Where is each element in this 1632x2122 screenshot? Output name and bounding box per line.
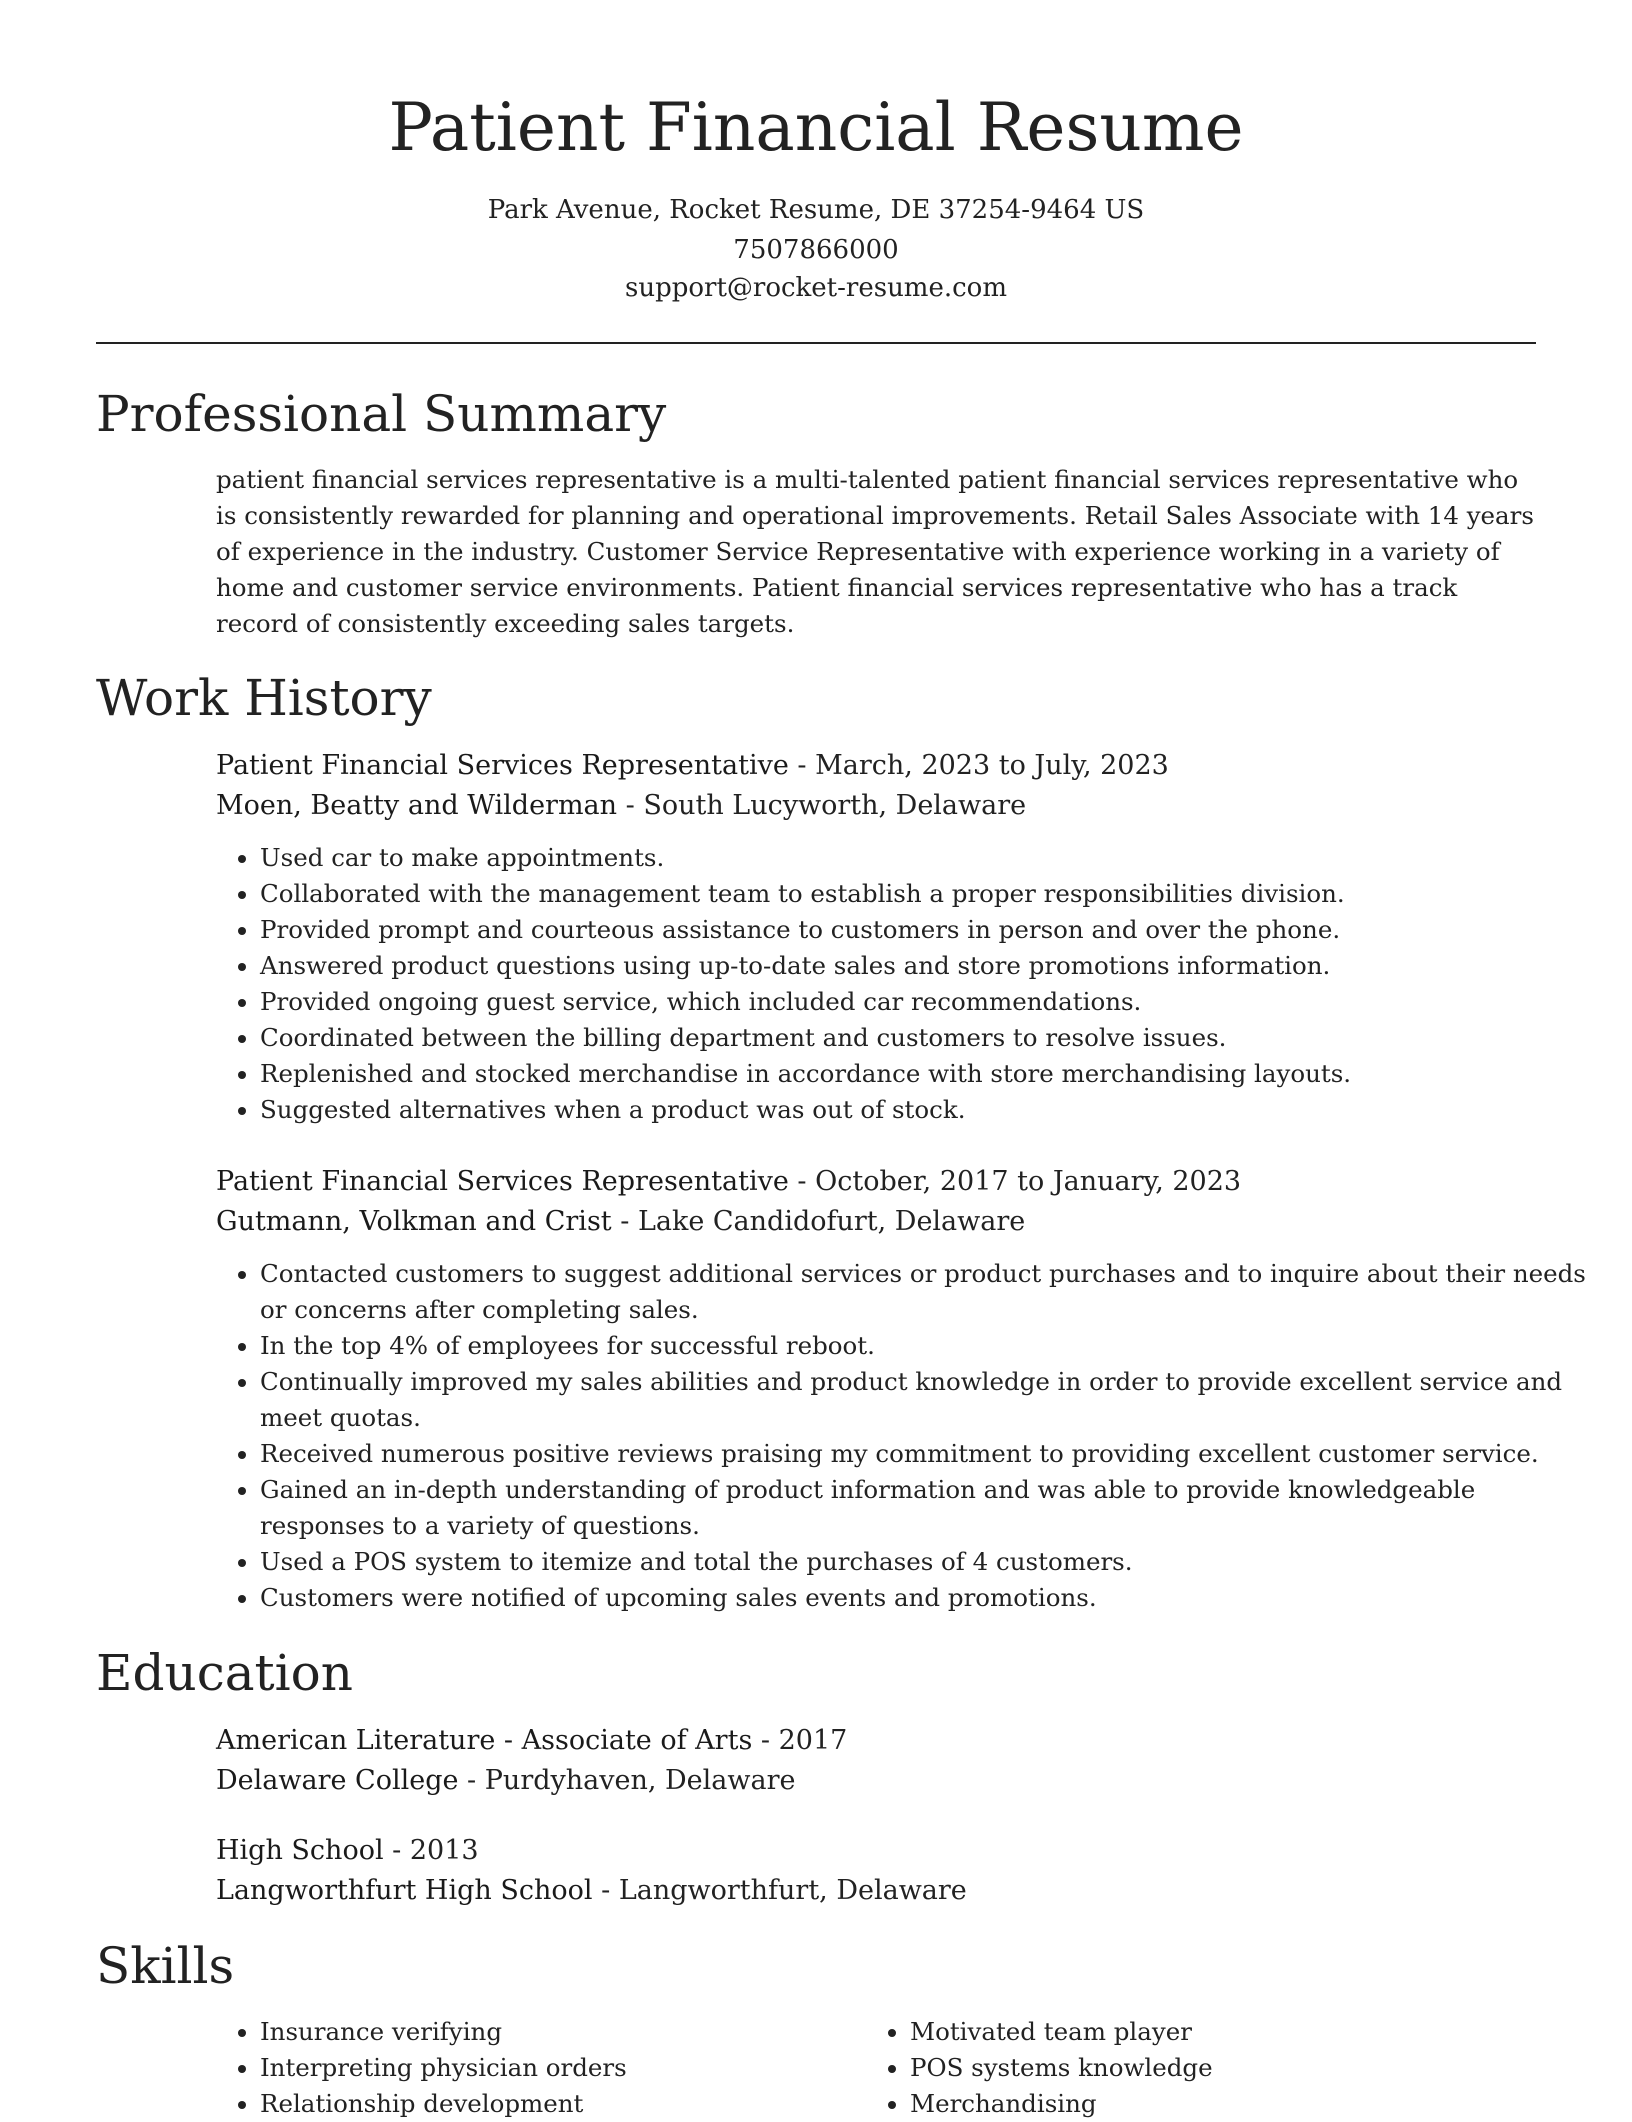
job-company-line (216, 786, 1026, 826)
list-item: • Gained an in-depth understanding of product information and was able to provide knowledgeable responses to a variety of questions. (260, 1472, 1590, 1544)
list-item: • Used a POS system to itemize and total the purchases of 4 customers. (260, 1544, 1590, 1580)
job-dates: - March, 2023 to July, 2023 (788, 750, 1169, 781)
list-item: • Provided prompt and courteous assistance to customers in person and over the phone. (260, 912, 1590, 948)
list-item: • Replenished and stocked merchandise in accordance with store merchandising layouts. (260, 1056, 1590, 1092)
list-item: • Suggested alternatives when a product was out of stock. (260, 1092, 1590, 1128)
work-history-heading: Work History (96, 669, 432, 727)
skills-list-left (216, 2014, 860, 2122)
school-line (216, 1761, 795, 1801)
job-title: Patient Financial Services Representative (216, 1166, 789, 1197)
job-dates: - October, 2017 to January, 2023 (788, 1166, 1242, 1197)
list-item: • Contacted customers to suggest additional services or product purchases and to inquire about their needs or concerns after completing sales. (260, 1256, 1590, 1328)
degree-line (216, 1721, 847, 1761)
degree-year: - 2013 (383, 1835, 479, 1866)
school: Langworthfurt High School (216, 1875, 593, 1906)
resume-name: Patient Financial Resume (388, 89, 1244, 166)
job-company: Moen, Beatty and Wilderman (216, 790, 618, 821)
list-item: • Continually improved my sales abilities and product knowledge in order to provide excellent service and meet quotas. (260, 1364, 1590, 1436)
school-line (216, 1871, 967, 1911)
job-location: - South Lucyworth, Delaware (617, 790, 1027, 821)
list-item: • Interpreting physician orders (260, 2050, 860, 2086)
job-bullets (216, 1256, 1590, 1616)
job-title-line (216, 1162, 1241, 1202)
list-item: • In the top 4% of employees for successful reboot. (260, 1328, 1590, 1364)
job-bullets (216, 840, 1590, 1128)
skills-heading: Skills (96, 1937, 235, 1995)
list-item: • Relationship development (260, 2086, 860, 2122)
header-divider (96, 342, 1536, 344)
school: Delaware College (216, 1765, 459, 1796)
list-item: • Motivated team player (910, 2014, 1510, 2050)
contact-address: Park Avenue, Rocket Resume, DE 37254-9464 US (487, 195, 1145, 225)
degree-year: - 2017 (752, 1725, 848, 1756)
list-item: • Used car to make appointments. (260, 840, 1590, 876)
skills-list-right (866, 2014, 1510, 2122)
list-item: • Insurance verifying (260, 2014, 860, 2050)
job-company-line (216, 1202, 1025, 1242)
school-location: - Purdyhaven, Delaware (458, 1765, 796, 1796)
contact-email: support@rocket-resume.com (624, 273, 1007, 303)
list-item: • POS systems knowledge (910, 2050, 1510, 2086)
job-title: Patient Financial Services Representative (216, 750, 789, 781)
degree: High School (216, 1835, 384, 1866)
job-location: - Lake Candidofurt, Delaware (611, 1206, 1026, 1237)
degree: American Literature - Associate of Arts (216, 1725, 753, 1756)
list-item: • Collaborated with the management team to establish a proper responsibilities division. (260, 876, 1590, 912)
job-company: Gutmann, Volkman and Crist (216, 1206, 612, 1237)
list-item: • Merchandising (910, 2086, 1510, 2122)
summary-heading: Professional Summary (96, 385, 667, 443)
school-location: - Langworthfurt, Delaware (592, 1875, 967, 1906)
summary-text: patient financial services representative is a multi-talented patient financial services representative who is consistently rewarded for planning and operational improvements. Retail Sales Associate with 14 years of experience in the industry. Customer Service Representative with experience working in a variety of home and customer service environments. Patient financial services representative who has a track record of consistently exceeding sales targets. (216, 465, 1534, 638)
job-title-line (216, 746, 1169, 786)
education-heading: Education (96, 1644, 353, 1702)
list-item: • Customers were notified of upcoming sales events and promotions. (260, 1580, 1590, 1616)
list-item: • Coordinated between the billing department and customers to resolve issues. (260, 1020, 1590, 1056)
list-item: • Received numerous positive reviews praising my commitment to providing excellent customer service. (260, 1436, 1590, 1472)
list-item: • Answered product questions using up-to-date sales and store promotions information. (260, 948, 1590, 984)
list-item: • Provided ongoing guest service, which included car recommendations. (260, 984, 1590, 1020)
degree-line (216, 1831, 479, 1871)
contact-phone: 7507866000 (733, 235, 899, 265)
